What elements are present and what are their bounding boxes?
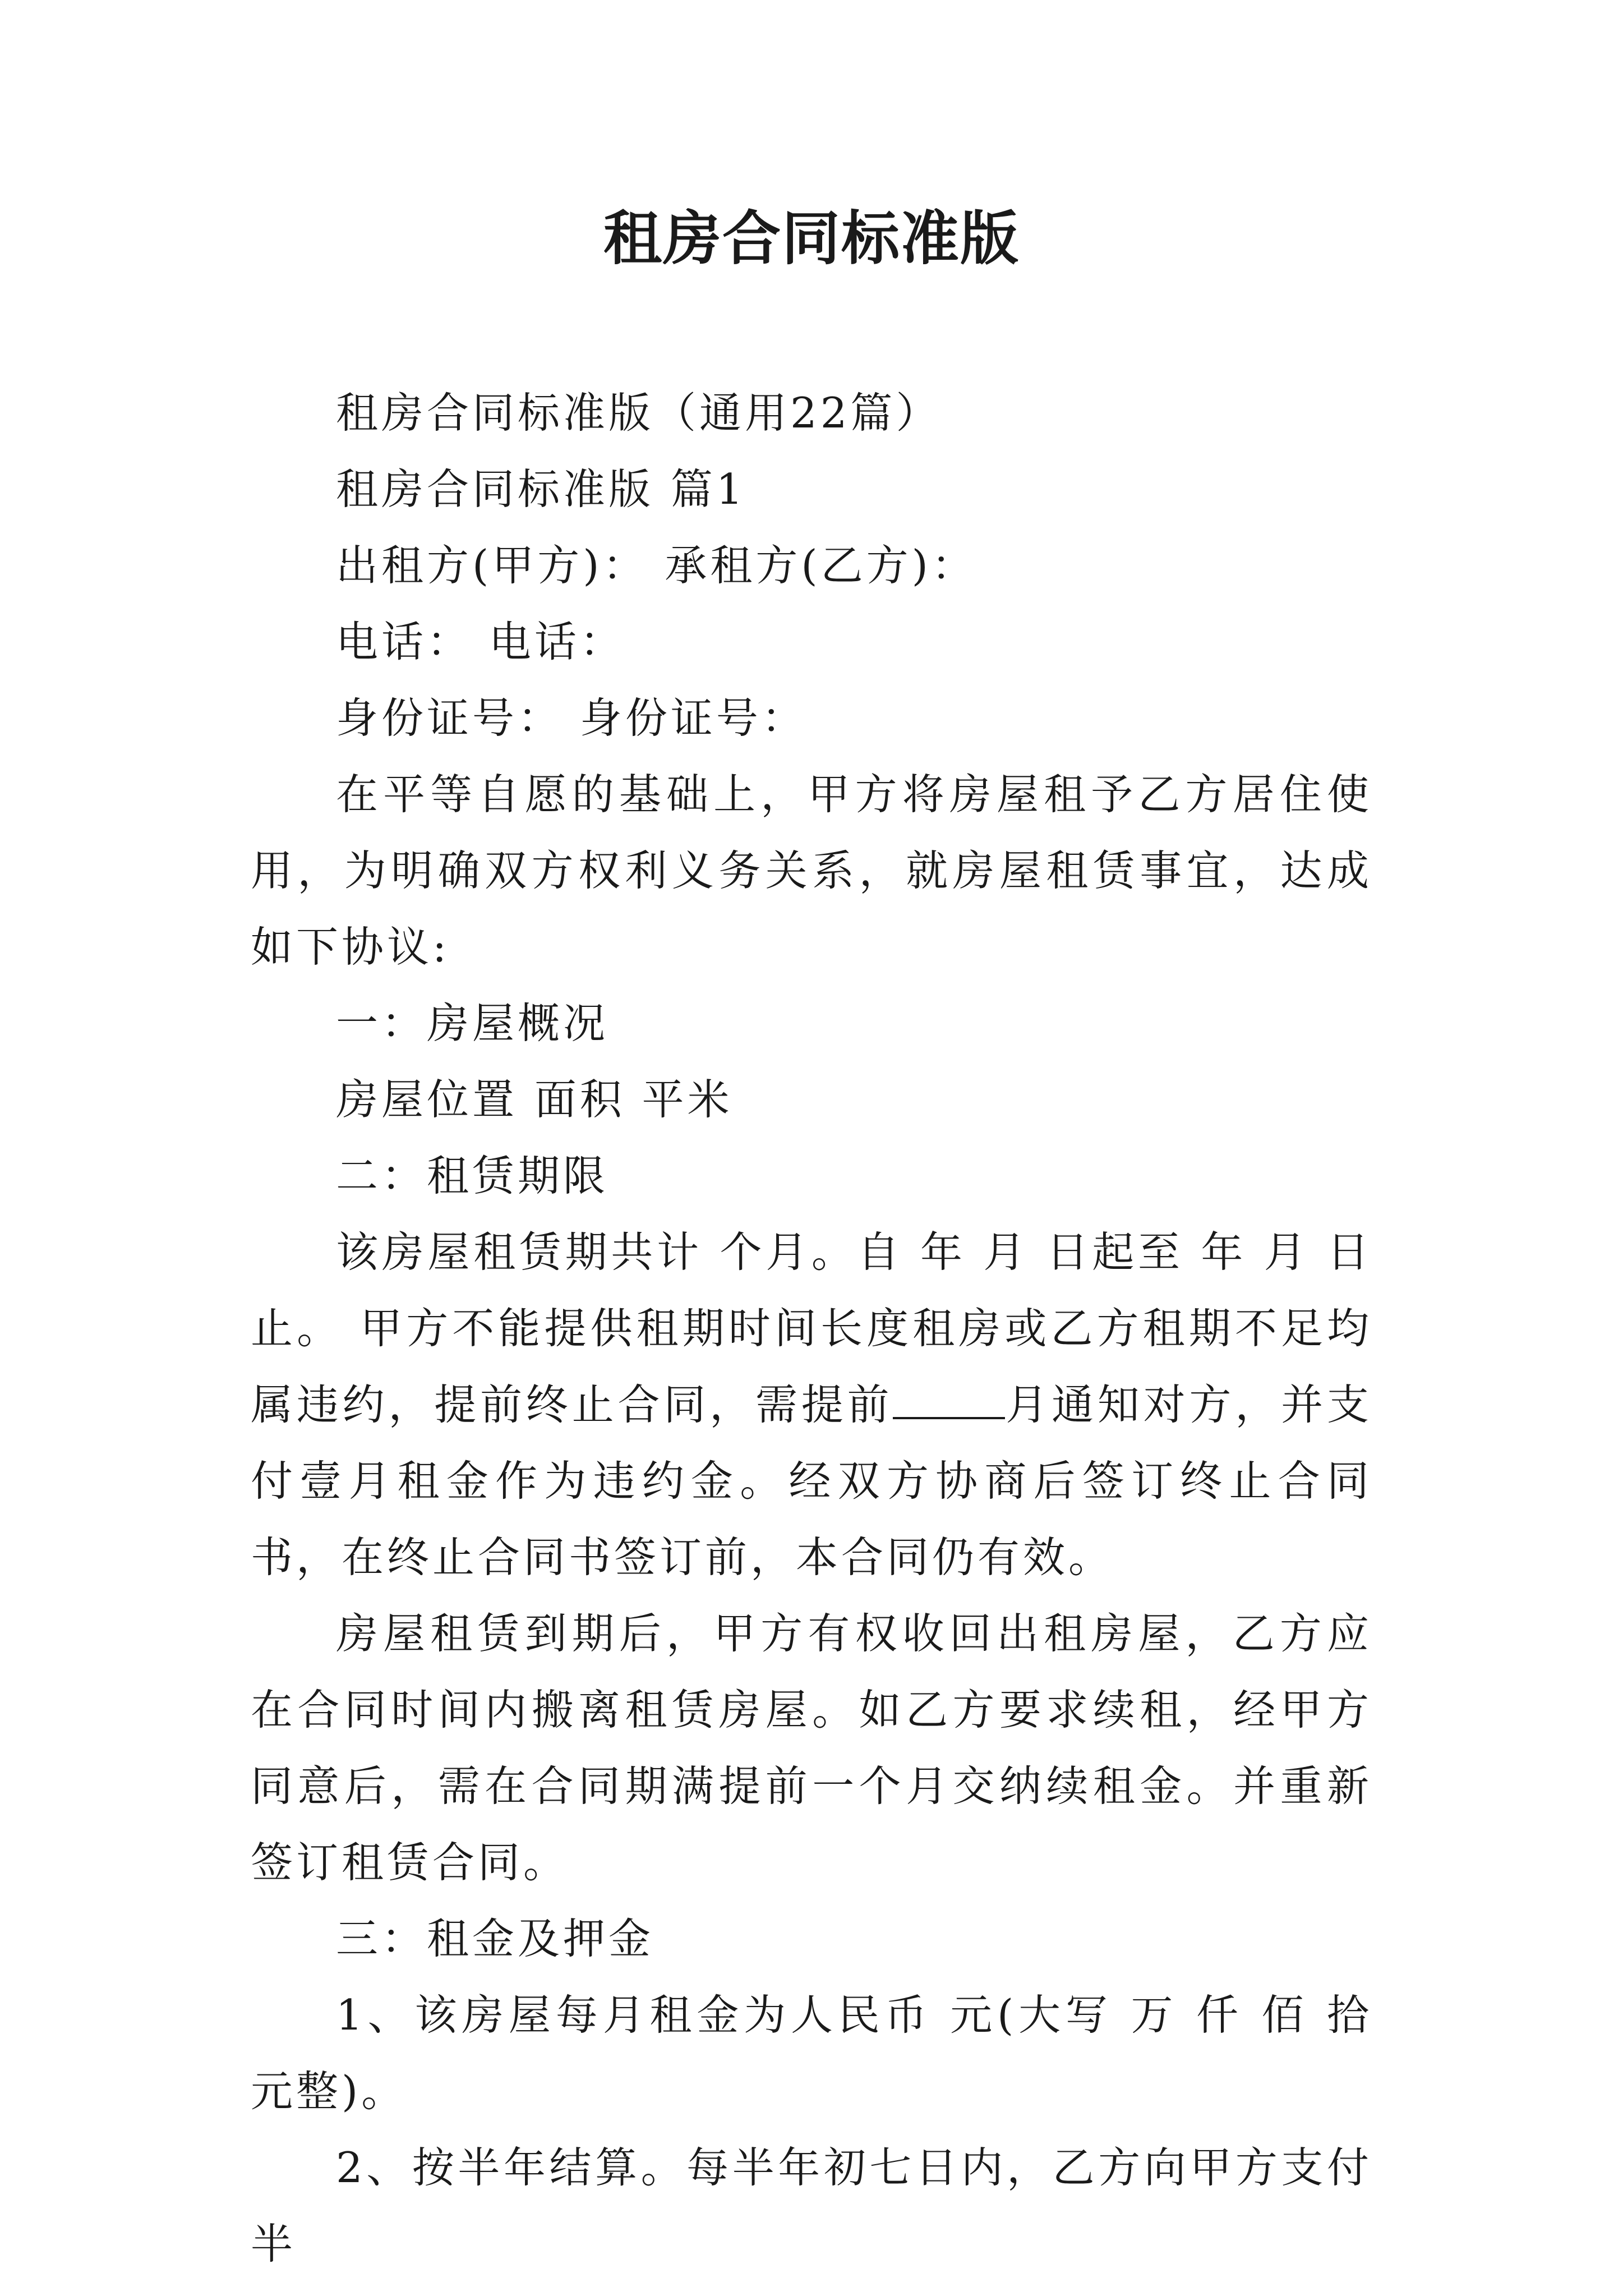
paragraph-subtitle: 租房合同标准版（通用22篇） [336,388,942,438]
paragraph-expiry: 房屋租赁到期后，甲方有权收回出租房屋，乙方应在合同时间内搬离租赁房屋。如乙方要求续租，经甲方同意后，需在合同期满提前一个月交纳续租金。并重新签订租赁合同。 [251,1609,1372,1887]
term-text-after-blank: 月通知对方，并支付壹月租金作为违约金。经双方协商后签订终止合同书，在终止合同书签订前，本合同仍有效。 [251,1380,1372,1582]
paragraph-phone: 电话： 电话： [336,617,625,666]
paragraph-section-heading: 租房合同标准版 篇1 [336,464,746,514]
blank-line [893,1383,1005,1419]
paragraph-heading-term: 二：租赁期限 [336,1151,609,1200]
paragraph-id-number: 身份证号： 身份证号： [336,693,807,743]
paragraph-payment: 2、按半年结算。每半年初七日内，乙方向甲方支付半 [251,2143,1372,2269]
paragraph-term [251,1214,1372,1595]
paragraph-rent-amount: 1、该房屋每月租金为人民币 元(大写 万 仟 佰 拾 元整)。 [251,1990,1372,2116]
paragraph-heading-rent: 三：租金及押金 [336,1914,654,1963]
paragraph-parties: 出租方(甲方)： 承租方(乙方)： [336,541,977,590]
paragraph-location: 房屋位置 面积 平米 [336,1075,733,1124]
document-body [251,375,1372,2282]
paragraph-preamble: 在平等自愿的基础上，甲方将房屋租予乙方居住使用，为明确双方权利义务关系，就房屋租赁事宜，达成如下协议: [251,770,1372,972]
term-text-before-blank: 该房屋租赁期共计 个月。自 年 月 日起至 年 月 日止。 甲方不能提供租期时间长度租房或乙方租期不足均属违约，提前终止合同，需提前 [251,1227,1372,1429]
paragraph-heading-overview: 一：房屋概况 [336,999,609,1048]
document-title: 租房合同标准版 [603,204,1020,273]
